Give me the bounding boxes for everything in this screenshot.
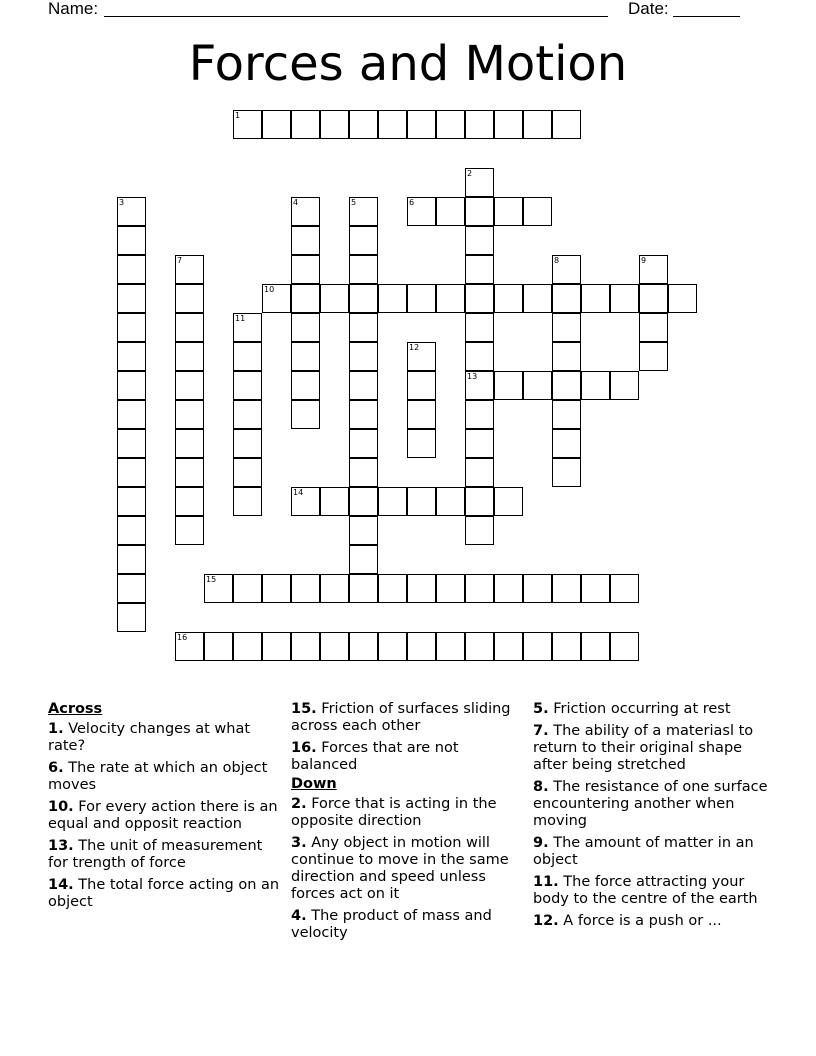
crossword-cell[interactable] — [436, 487, 465, 516]
cell-number: 16 — [177, 633, 188, 642]
crossword-cell[interactable] — [320, 487, 349, 516]
cell-number: 1 — [235, 111, 241, 120]
crossword-cell[interactable] — [523, 632, 552, 661]
crossword-cell[interactable] — [552, 313, 581, 342]
crossword-cell[interactable] — [291, 197, 320, 226]
cell-number: 8 — [554, 256, 560, 265]
crossword-cell[interactable] — [117, 197, 146, 226]
clue-down-8: 8. The resistance of one surface encountering another when moving — [533, 779, 768, 829]
crossword-cell[interactable] — [523, 284, 552, 313]
clue-down-4: 4. The product of mass and velocity — [291, 908, 492, 941]
clue-down-3: 3. Any object in motion will continue to move in the same direction and speed unless forces act on it — [291, 835, 509, 902]
crossword-cell[interactable] — [407, 487, 436, 516]
crossword-cell[interactable] — [465, 110, 494, 139]
crossword-cell[interactable] — [175, 400, 204, 429]
crossword-cell[interactable] — [494, 110, 523, 139]
crossword-cell[interactable] — [494, 487, 523, 516]
crossword-cell[interactable] — [175, 255, 204, 284]
crossword-cell[interactable] — [581, 371, 610, 400]
crossword-cell[interactable] — [407, 110, 436, 139]
crossword-cell[interactable] — [204, 632, 233, 661]
crossword-cell[interactable] — [378, 574, 407, 603]
crossword-cell[interactable] — [436, 197, 465, 226]
crossword-cell[interactable] — [117, 545, 146, 574]
crossword-cell[interactable] — [465, 168, 494, 197]
crossword-cell[interactable] — [407, 342, 436, 371]
crossword-cell[interactable] — [349, 516, 378, 545]
crossword-cell[interactable] — [291, 110, 320, 139]
crossword-cell[interactable] — [523, 371, 552, 400]
crossword-cell[interactable] — [407, 632, 436, 661]
crossword-cell[interactable] — [291, 371, 320, 400]
crossword-cell[interactable] — [291, 342, 320, 371]
cell-number: 11 — [235, 314, 246, 323]
crossword-cell[interactable] — [291, 284, 320, 313]
crossword-cell[interactable] — [262, 632, 291, 661]
crossword-cell[interactable] — [291, 632, 320, 661]
crossword-cell[interactable] — [233, 487, 262, 516]
crossword-cell[interactable] — [117, 284, 146, 313]
clue-across-1: 1. Velocity changes at what rate? — [48, 721, 251, 754]
crossword-cell[interactable] — [552, 574, 581, 603]
crossword-cell[interactable] — [349, 574, 378, 603]
crossword-cell[interactable] — [175, 371, 204, 400]
crossword-cell[interactable] — [378, 487, 407, 516]
crossword-cell[interactable] — [291, 400, 320, 429]
crossword-cell[interactable] — [639, 255, 668, 284]
cell-number: 9 — [641, 256, 647, 265]
crossword-cell[interactable] — [233, 313, 262, 342]
crossword-cell[interactable] — [320, 574, 349, 603]
crossword-cell[interactable] — [465, 487, 494, 516]
cell-number: 10 — [264, 285, 275, 294]
crossword-cell[interactable] — [552, 342, 581, 371]
crossword-cell[interactable] — [233, 110, 262, 139]
crossword-cell[interactable] — [407, 429, 436, 458]
crossword-cell[interactable] — [117, 603, 146, 632]
crossword-cell[interactable] — [349, 487, 378, 516]
crossword-cell[interactable] — [233, 371, 262, 400]
clue-down-2: 2. Force that is acting in the opposite direction — [291, 796, 497, 829]
crossword-cell[interactable] — [349, 226, 378, 255]
crossword-cell[interactable] — [117, 255, 146, 284]
crossword-cell[interactable] — [465, 197, 494, 226]
crossword-cell[interactable] — [233, 400, 262, 429]
crossword-cell[interactable] — [639, 284, 668, 313]
clues-column-2 — [291, 701, 523, 947]
clue-down-11: 11. The force attracting your body to the centre of the earth — [533, 874, 758, 907]
crossword-cell[interactable] — [552, 458, 581, 487]
crossword-cell[interactable] — [523, 574, 552, 603]
crossword-cell[interactable] — [465, 226, 494, 255]
crossword-cell[interactable] — [349, 545, 378, 574]
crossword-cell[interactable] — [378, 284, 407, 313]
crossword-cell[interactable] — [291, 255, 320, 284]
crossword-cell[interactable] — [581, 632, 610, 661]
crossword-cell[interactable] — [378, 110, 407, 139]
crossword-cell[interactable] — [117, 487, 146, 516]
crossword-cell[interactable] — [291, 313, 320, 342]
crossword-cell[interactable] — [552, 110, 581, 139]
crossword-cell[interactable] — [233, 342, 262, 371]
crossword-cell[interactable] — [552, 284, 581, 313]
crossword-cell[interactable] — [117, 400, 146, 429]
crossword-cell[interactable] — [349, 429, 378, 458]
crossword-cell[interactable] — [175, 458, 204, 487]
crossword-cell[interactable] — [117, 226, 146, 255]
clues-column-1 — [48, 701, 280, 916]
crossword-cell[interactable] — [349, 458, 378, 487]
crossword-cell[interactable] — [262, 284, 291, 313]
crossword-cell[interactable] — [117, 342, 146, 371]
clue-down-5: 5. Friction occurring at rest — [533, 701, 731, 717]
crossword-cell[interactable] — [262, 574, 291, 603]
crossword-cell[interactable] — [175, 313, 204, 342]
crossword-cell[interactable] — [552, 429, 581, 458]
crossword-cell[interactable] — [291, 226, 320, 255]
crossword-cell[interactable] — [436, 632, 465, 661]
crossword-cell[interactable] — [552, 255, 581, 284]
cell-number: 7 — [177, 256, 183, 265]
clues-column-3 — [533, 701, 773, 935]
crossword-cell[interactable] — [378, 632, 407, 661]
crossword-cell[interactable] — [349, 632, 378, 661]
crossword-cell[interactable] — [465, 400, 494, 429]
cell-number: 3 — [119, 198, 125, 207]
clue-down-12: 12. A force is a push or ... — [533, 913, 722, 929]
cell-number: 14 — [293, 488, 304, 497]
crossword-cell[interactable] — [523, 197, 552, 226]
crossword-cell[interactable] — [117, 516, 146, 545]
crossword-cell[interactable] — [639, 313, 668, 342]
clue-across-10: 10. For every action there is an equal and opposit reaction — [48, 799, 278, 832]
crossword-cell[interactable] — [349, 342, 378, 371]
crossword-cell[interactable] — [407, 371, 436, 400]
date-label: Date: — [628, 0, 669, 18]
crossword-cell[interactable] — [465, 255, 494, 284]
crossword-cell[interactable] — [117, 313, 146, 342]
crossword-cell[interactable] — [349, 371, 378, 400]
crossword-cell[interactable] — [465, 429, 494, 458]
crossword-cell[interactable] — [175, 632, 204, 661]
crossword-cell[interactable] — [349, 255, 378, 284]
crossword-cell[interactable] — [407, 574, 436, 603]
crossword-cell[interactable] — [494, 371, 523, 400]
crossword-cell[interactable] — [233, 429, 262, 458]
crossword-cell[interactable] — [436, 284, 465, 313]
crossword-cell[interactable] — [639, 342, 668, 371]
crossword-cell[interactable] — [175, 284, 204, 313]
crossword-cell[interactable] — [320, 632, 349, 661]
clue-across-15: 15. Friction of surfaces sliding across each other — [291, 701, 511, 734]
crossword-cell[interactable] — [175, 342, 204, 371]
clue-down-7: 7. The ability of a materiasl to return to their original shape after being stretched — [533, 723, 754, 773]
crossword-cell[interactable] — [494, 284, 523, 313]
crossword-cell[interactable] — [523, 110, 552, 139]
cell-number: 4 — [293, 198, 299, 207]
crossword-cell[interactable] — [465, 458, 494, 487]
crossword-cell[interactable] — [117, 429, 146, 458]
clue-across-14: 14. The total force acting on an object — [48, 877, 280, 910]
crossword-cell[interactable] — [320, 110, 349, 139]
name-label: Name: — [48, 0, 99, 18]
clue-across-13: 13. The unit of measurement for trength of force — [48, 838, 263, 871]
clue-across-16: 16. Forces that are not balanced — [291, 740, 459, 773]
crossword-cell[interactable] — [175, 487, 204, 516]
crossword-cell[interactable] — [610, 632, 639, 661]
crossword-cell[interactable] — [233, 574, 262, 603]
crossword-cell[interactable] — [349, 284, 378, 313]
crossword-cell[interactable] — [581, 574, 610, 603]
crossword-cell[interactable] — [610, 371, 639, 400]
crossword-cell[interactable] — [465, 371, 494, 400]
crossword-cell[interactable] — [204, 574, 233, 603]
crossword-cell[interactable] — [233, 458, 262, 487]
down-heading: Down — [291, 776, 337, 792]
crossword-cell[interactable] — [436, 110, 465, 139]
cell-number: 2 — [467, 169, 473, 178]
crossword-cell[interactable] — [291, 574, 320, 603]
crossword-cell[interactable] — [349, 400, 378, 429]
clue-down-9: 9. The amount of matter in an object — [533, 835, 754, 868]
cell-number: 12 — [409, 343, 420, 352]
crossword-cell[interactable] — [233, 632, 262, 661]
crossword-cell[interactable] — [494, 574, 523, 603]
crossword-cell[interactable] — [175, 516, 204, 545]
crossword-cell[interactable] — [407, 284, 436, 313]
across-heading: Across — [48, 701, 103, 717]
crossword-cell[interactable] — [465, 632, 494, 661]
crossword-cell[interactable] — [581, 284, 610, 313]
crossword-cell[interactable] — [552, 632, 581, 661]
crossword-cell[interactable] — [117, 371, 146, 400]
cell-number: 15 — [206, 575, 217, 584]
crossword-cell[interactable] — [465, 313, 494, 342]
crossword-cell[interactable] — [320, 284, 349, 313]
crossword-cell[interactable] — [436, 574, 465, 603]
crossword-cell[interactable] — [465, 284, 494, 313]
crossword-cell[interactable] — [552, 400, 581, 429]
cell-number: 13 — [467, 372, 478, 381]
crossword-cell[interactable] — [349, 110, 378, 139]
crossword-cell[interactable] — [668, 284, 697, 313]
crossword-cell[interactable] — [407, 400, 436, 429]
cell-number: 6 — [409, 198, 415, 207]
crossword-cell[interactable] — [349, 197, 378, 226]
crossword-cell[interactable] — [610, 284, 639, 313]
crossword-cell[interactable] — [262, 110, 291, 139]
crossword-cell[interactable] — [465, 574, 494, 603]
cell-number: 5 — [351, 198, 357, 207]
crossword-cell[interactable] — [494, 632, 523, 661]
crossword-cell[interactable] — [610, 574, 639, 603]
crossword-cell[interactable] — [552, 371, 581, 400]
crossword-cell[interactable] — [349, 313, 378, 342]
crossword-cell[interactable] — [465, 342, 494, 371]
crossword-cell[interactable] — [117, 458, 146, 487]
page-title: Forces and Motion — [188, 36, 628, 92]
clue-across-6: 6. The rate at which an object moves — [48, 760, 268, 793]
crossword-cell[interactable] — [117, 574, 146, 603]
crossword-cell[interactable] — [465, 516, 494, 545]
crossword-cell[interactable] — [494, 197, 523, 226]
crossword-cell[interactable] — [291, 487, 320, 516]
crossword-cell[interactable] — [407, 197, 436, 226]
crossword-cell[interactable] — [175, 429, 204, 458]
